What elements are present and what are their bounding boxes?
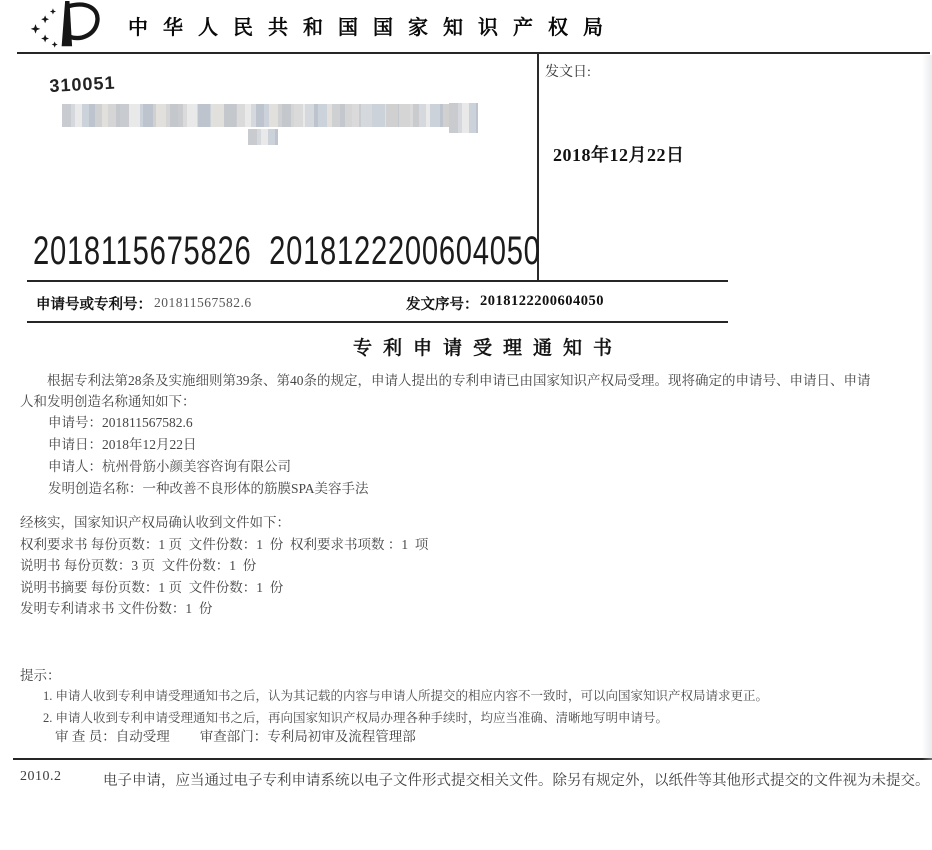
serial-number-label: 发文序号： [406, 297, 479, 313]
department-value: 专利局初审及流程管理部 [267, 729, 416, 744]
field-application-number [48, 412, 193, 433]
field-value: 201811567582.6 [102, 415, 193, 430]
field-label: 申请日： [48, 437, 102, 452]
footer-divider [13, 758, 932, 760]
reference-divider-bottom [27, 321, 728, 323]
examiner-value: 自动受理 [115, 729, 170, 744]
received-file-row: 说明书摘要 每份页数：1 页 文件份数：1 份 [20, 580, 284, 595]
tip-item: 1. 申请人收到专利申请受理通知书之后，认为其记载的内容与申请人所提交的相应内容不一致时，可以向国家知识产权局请求更正。 [43, 689, 769, 703]
tips-heading: 提示： [20, 668, 61, 683]
received-file-row: 发明专利请求书 文件份数：1 份 [20, 601, 213, 616]
field-value: 杭州骨筋小颜美容咨询有限公司 [102, 459, 291, 474]
department-label: 审查部门： [199, 729, 268, 744]
received-file-row: 权利要求书 每份页数：1 页 文件份数：1 份 权利要求书项数 ：1 项 [20, 537, 429, 552]
postal-code: 310051 [48, 72, 116, 97]
field-applicant [48, 456, 291, 477]
barcode-numbers: 2018115675826 2018122200604050 [33, 229, 541, 273]
redacted-address-fragment [449, 103, 478, 133]
dispatch-date-label: 发文日: [545, 65, 591, 80]
received-files-heading: 经核实，国家知识产权局确认收到文件如下： [20, 515, 290, 530]
received-file-row: 说明书 每份页数：3 页 文件份数：1 份 [20, 558, 257, 573]
dispatch-date-value: 2018年12月22日 [553, 145, 685, 165]
field-label: 发明创造名称： [48, 481, 143, 496]
application-number-value: 201811567582.6 [154, 295, 252, 310]
field-invention-title [48, 478, 369, 499]
footer-note: 电子申请，应当通过电子专利申请系统以电子文件形式提交相关文件。除另有规定外，以纸件等其他形式提交的文件视为未提交。 [103, 773, 930, 789]
header-divider [17, 52, 930, 54]
reference-divider-top [27, 280, 728, 282]
examiner-pair [55, 725, 170, 745]
form-code: 2010.2 [20, 769, 62, 784]
redacted-address-fragment [248, 129, 278, 145]
field-label: 申请人： [48, 459, 102, 474]
field-value: 2018年12月22日 [102, 437, 197, 452]
field-label: 申请号： [48, 415, 102, 430]
notice-intro-paragraph: 根据专利法第28条及实施细则第39条、第40条的规定，申请人提出的专利申请已由国家知识产权局受理。现将确定的申请号、申请日、申请人和发明创造名称通知如下： [20, 373, 871, 409]
notice-title: 专利申请受理通知书 [352, 338, 623, 359]
tip-item: 2. 申请人收到专利申请受理通知书之后，再向国家知识产权局办理各种手续时，均应当准确、清晰地写明申请号。 [43, 711, 669, 725]
field-application-date [48, 434, 197, 455]
scan-edge-artifact [922, 55, 932, 760]
serial-number-value: 2018122200604050 [480, 293, 604, 309]
department-pair [200, 725, 416, 745]
field-value: 一种改善不良形体的筋膜SPA美容手法 [142, 481, 369, 496]
application-number-label: 申请号或专利号： [36, 297, 152, 313]
examiner-label: 审 查 员： [55, 729, 116, 744]
cnipa-logo-icon [22, 1, 110, 55]
redacted-address [62, 104, 476, 127]
examiner-row [55, 725, 416, 745]
agency-title: 中华人民共和国国家知识产权局 [128, 17, 618, 39]
